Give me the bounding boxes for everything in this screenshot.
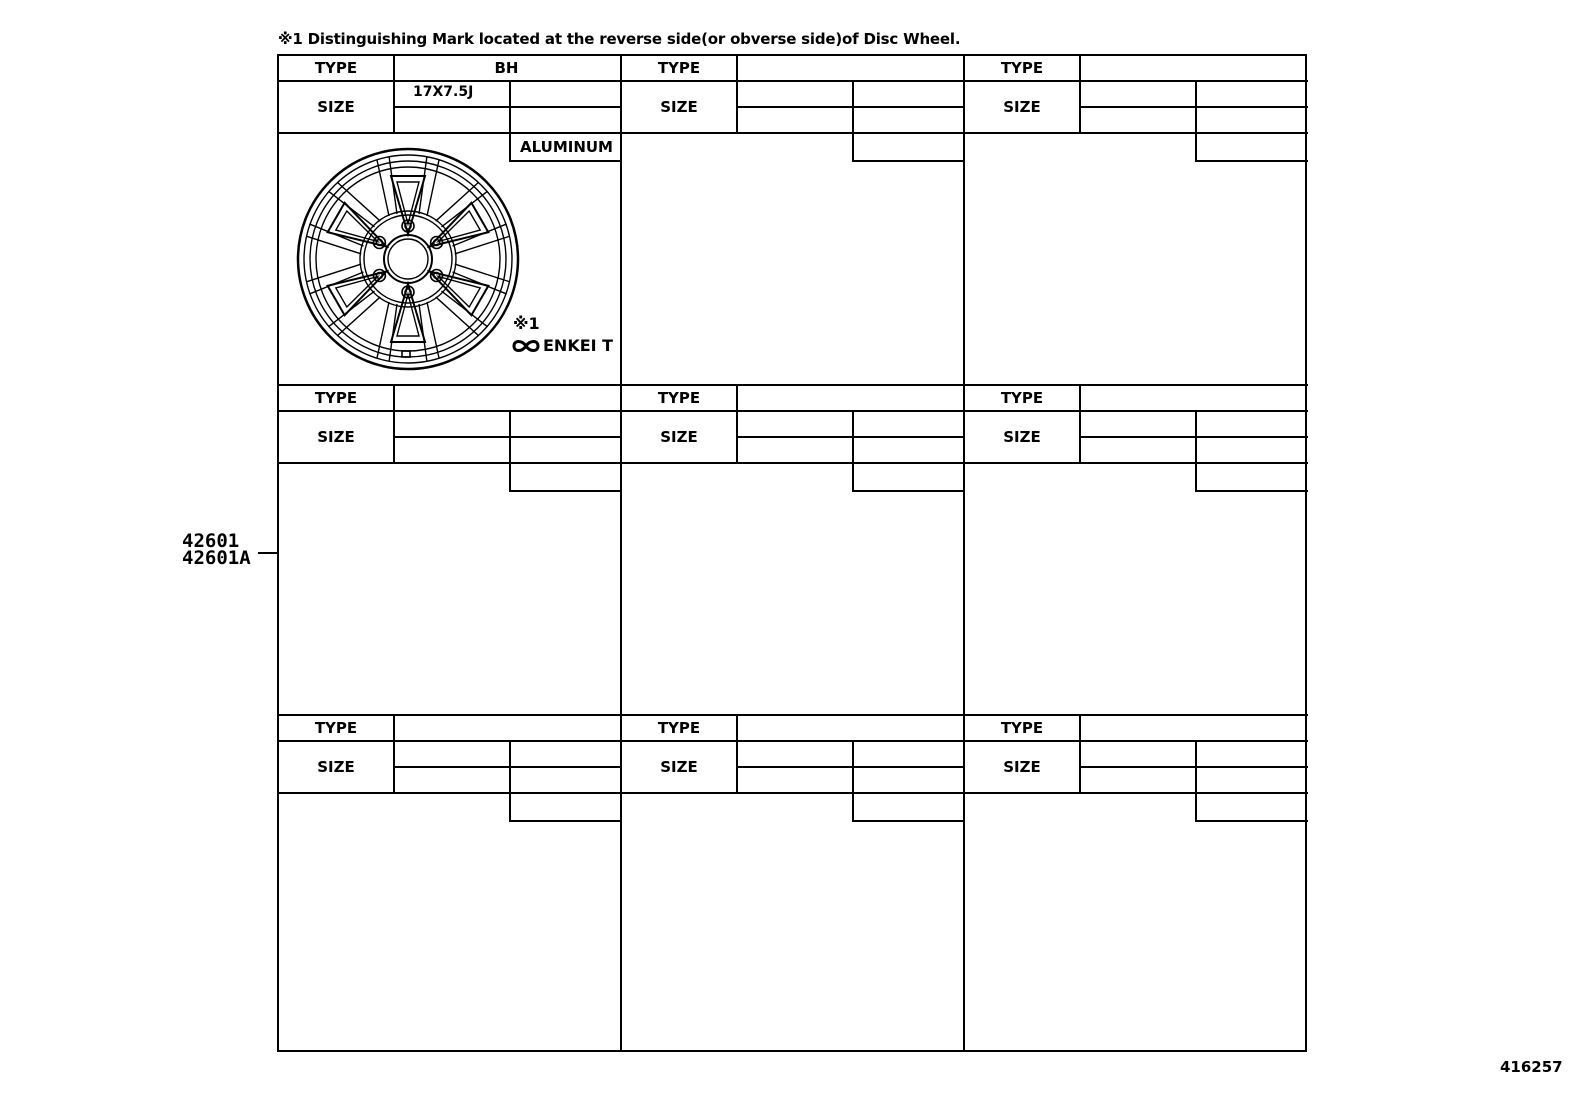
type-label: TYPE [622,716,738,740]
size-divider [1195,106,1308,108]
type-label: TYPE [279,386,395,410]
size-divider [1079,766,1195,768]
size-label: SIZE [279,82,395,132]
size-label: SIZE [965,742,1081,792]
brand-text: ENKEI T [543,336,614,355]
size-label: SIZE [965,82,1081,132]
size-extra-box [852,412,963,462]
size-divider [393,436,509,438]
size-label: SIZE [622,742,738,792]
size-divider [852,436,963,438]
material-label [1195,464,1308,492]
size-value-box [1079,412,1197,462]
size-divider [1195,436,1308,438]
type-value [1079,716,1308,740]
size-divider [1079,106,1195,108]
figure-number: 416257 [1500,1058,1563,1076]
wheel-cell-2 [622,56,965,386]
distinguishing-mark-note: ※1 Distinguishing Mark located at the reverse side(or obverse side)of Disc Wheel. [278,30,961,48]
type-value [1079,386,1308,410]
size-label: SIZE [622,82,738,132]
wheel-cell-5 [622,386,965,716]
type-row [279,56,620,82]
size-divider [509,436,620,438]
type-label: TYPE [622,386,738,410]
size-value-box [393,82,511,132]
size-row [279,742,620,794]
size-divider [1079,436,1195,438]
wheel-spec-grid [277,54,1307,1052]
size-extra-box [509,742,620,792]
size-extra-box [1195,742,1308,792]
wheel-cell-8 [622,716,965,1050]
type-row [279,716,620,742]
size-value-box [1079,82,1197,132]
wheel-cell-4 [279,386,622,716]
type-label: TYPE [965,56,1081,80]
type-label: TYPE [279,716,395,740]
size-divider [1195,766,1308,768]
type-row [622,56,963,82]
size-divider [393,106,509,108]
type-row [622,716,963,742]
material-label [1195,794,1308,822]
enkei-logo-icon [511,338,541,354]
size-value-box [393,742,511,792]
size-divider [509,766,620,768]
size-value-box [1079,742,1197,792]
part-number: 42601 [182,530,240,552]
size-row [622,742,963,794]
material-label [852,794,965,822]
size-divider [393,766,509,768]
disc-wheel-drawing [293,144,523,374]
type-label: TYPE [279,56,395,80]
type-value [736,716,963,740]
type-row [279,386,620,412]
type-row [965,386,1308,412]
type-label: TYPE [965,716,1081,740]
type-label: TYPE [965,386,1081,410]
size-extra-box [509,412,620,462]
material-label [852,464,965,492]
size-divider [852,106,963,108]
wheel-cell-9 [965,716,1308,1050]
wheel-cell-1 [279,56,622,386]
material-label [1195,134,1308,162]
size-divider [852,766,963,768]
material-label: ALUMINUM [509,134,622,162]
type-row [965,716,1308,742]
size-label: SIZE [965,412,1081,462]
material-label [509,464,622,492]
size-row [622,82,963,134]
size-row [279,82,620,134]
size-divider [509,106,620,108]
callout-leader-line [258,552,277,554]
size-extra-box [852,742,963,792]
type-value [393,386,620,410]
size-label: SIZE [279,742,395,792]
wheel-cell-6 [965,386,1308,716]
size-divider [736,106,852,108]
size-value-box [736,742,854,792]
size-row [965,742,1308,794]
size-extra-box [509,82,620,132]
size-divider [736,436,852,438]
size-value: 17X7.5J [413,84,474,100]
size-row [965,82,1308,134]
wheel-cell-3 [965,56,1308,386]
size-extra-box [852,82,963,132]
size-extra-box [1195,82,1308,132]
brand-mark [511,336,613,355]
mark-reference: ※1 [513,314,540,333]
type-value: BH [494,59,519,77]
size-row [622,412,963,464]
material-label [852,134,965,162]
size-row [279,412,620,464]
size-row [965,412,1308,464]
part-number-callout [182,530,251,569]
size-divider [736,766,852,768]
type-value [1079,56,1308,80]
type-value [736,386,963,410]
size-extra-box [1195,412,1308,462]
type-value [393,716,620,740]
size-label: SIZE [622,412,738,462]
size-label: SIZE [279,412,395,462]
type-value [736,56,963,80]
size-value-box [736,412,854,462]
size-value-box [393,412,511,462]
part-number: 42601A [182,547,251,569]
size-value-box [736,82,854,132]
type-row [622,386,963,412]
type-label: TYPE [622,56,738,80]
type-row [965,56,1308,82]
wheel-cell-7 [279,716,622,1050]
material-label [509,794,622,822]
